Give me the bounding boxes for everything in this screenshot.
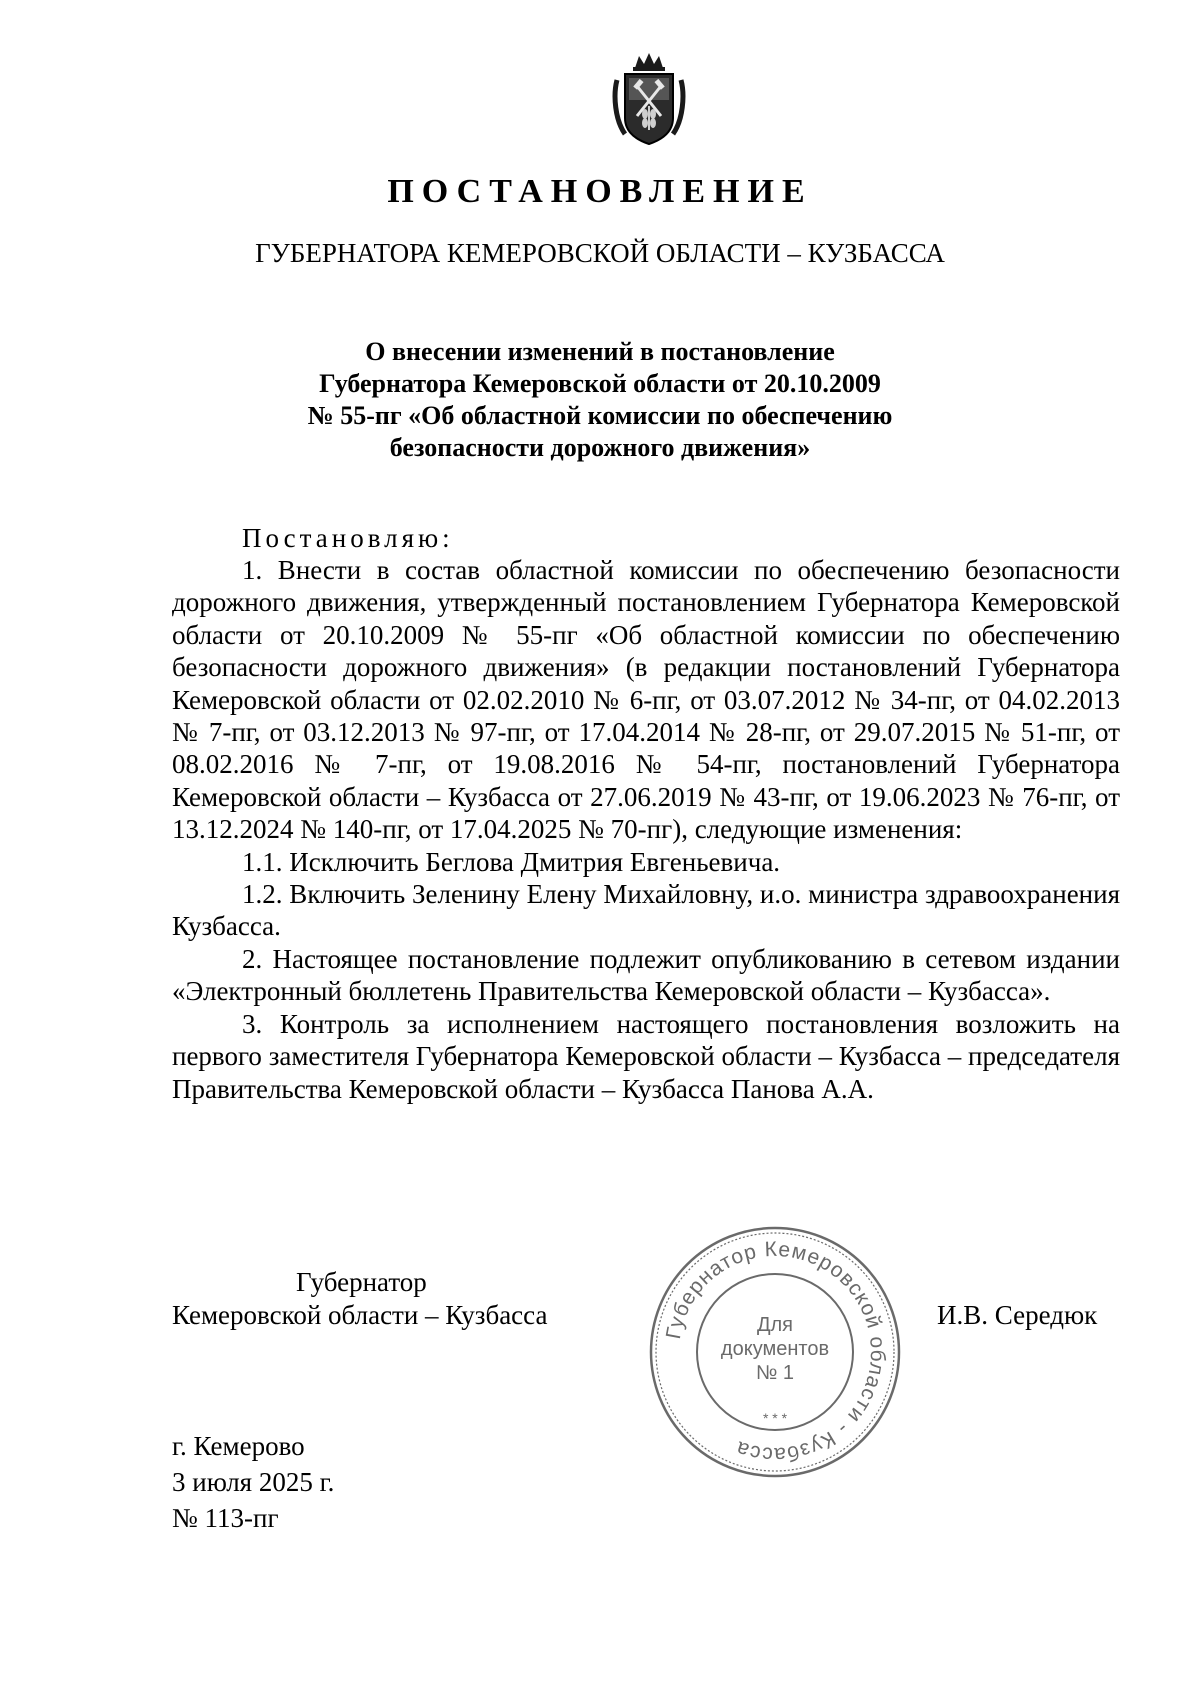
stamp-stars: * * * — [762, 1410, 788, 1426]
paragraph-1-2: 1.2. Включить Зеленину Елену Михайловну, и.о. министра здравоохранения Кузбасса. — [172, 879, 1120, 942]
coat-of-arms-emblem — [609, 50, 689, 148]
document-number: № 113-пг — [172, 1503, 279, 1533]
signatory-name: И.В. Середюк — [937, 1300, 1098, 1330]
subject-line: О внесении изменений в постановление — [365, 337, 835, 366]
place-date-block — [172, 1428, 334, 1536]
preamble: Постановляю: — [242, 523, 454, 553]
subject-line: безопасности дорожного движения» — [389, 433, 811, 462]
document-type-title: ПОСТАНОВЛЕНИЕ — [387, 173, 813, 210]
paragraph-3: 3. Контроль за исполнением настоящего постановления возложить на первого заместителя Губернатора Кемеровской области – Кузбасса – председателя Правительства Кемеровской области – Кузбасса Панова А.А. — [172, 1008, 1120, 1104]
signatory-title-line1: Губернатор — [296, 1267, 427, 1297]
subject-line: № 55-пг «Об областной комиссии по обеспечению — [307, 401, 893, 430]
date: 3 июля 2025 г. — [172, 1467, 335, 1497]
subject-heading — [230, 336, 970, 464]
paragraph-2: 2. Настоящее постановление подлежит опубликованию в сетевом издании «Электронный бюллетень Правительства Кемеровской области – Кузбасса». — [172, 943, 1120, 1007]
stamp-center-line3: № 1 — [755, 1362, 795, 1384]
paragraph-1-1: 1.1. Исключить Беглова Дмитрия Евгеньевича. — [242, 846, 781, 877]
signatory-title-line2: Кемеровской области – Кузбасса — [172, 1300, 548, 1330]
document-body — [172, 554, 1120, 1105]
issuer-line: ГУБЕРНАТОРА КЕМЕРОВСКОЙ ОБЛАСТИ – КУЗБАССА — [255, 238, 945, 268]
stamp-center-line1: Для — [756, 1314, 794, 1336]
paragraph-1: 1. Внести в состав областной комиссии по обеспечению безопасности дорожного движения, утвержденный постановлением Губернатора Кемеровской области от 20.10.2009 № 55-пг «Об областной комиссии по обеспечению безопасности дорожного движения» (в редакции постановлений Губернатора Кемеровской области от 02.02.2010 № 6-пг, от 03.07.2012 № 34-пг, от 04.02.2013 № 7-пг, от 03.12.2013 № 97-пг, от 17.04.2014 № 28-пг, от 29.07.2015 № 51-пг, от 08.02.2016 № 7-пг, от 19.08.2016 № 54-пг, постановлений Губернатора Кемеровской области – Кузбасса от 27.06.2019 № 43-пг, от 19.06.2023 № 76-пг, от 13.12.2024 № 140-пг, от 17.04.2025 № 70-пг), следующие изменения: — [172, 555, 1120, 845]
stamp-ring-text: Губернатор Кемеровской области - Кузбасса — [661, 1237, 890, 1467]
official-seal-stamp — [648, 1225, 902, 1479]
subject-line: Губернатора Кемеровской области от 20.10.2009 — [319, 369, 881, 398]
stamp-center-line2: документов — [720, 1338, 830, 1360]
city: г. Кемерово — [172, 1431, 305, 1461]
